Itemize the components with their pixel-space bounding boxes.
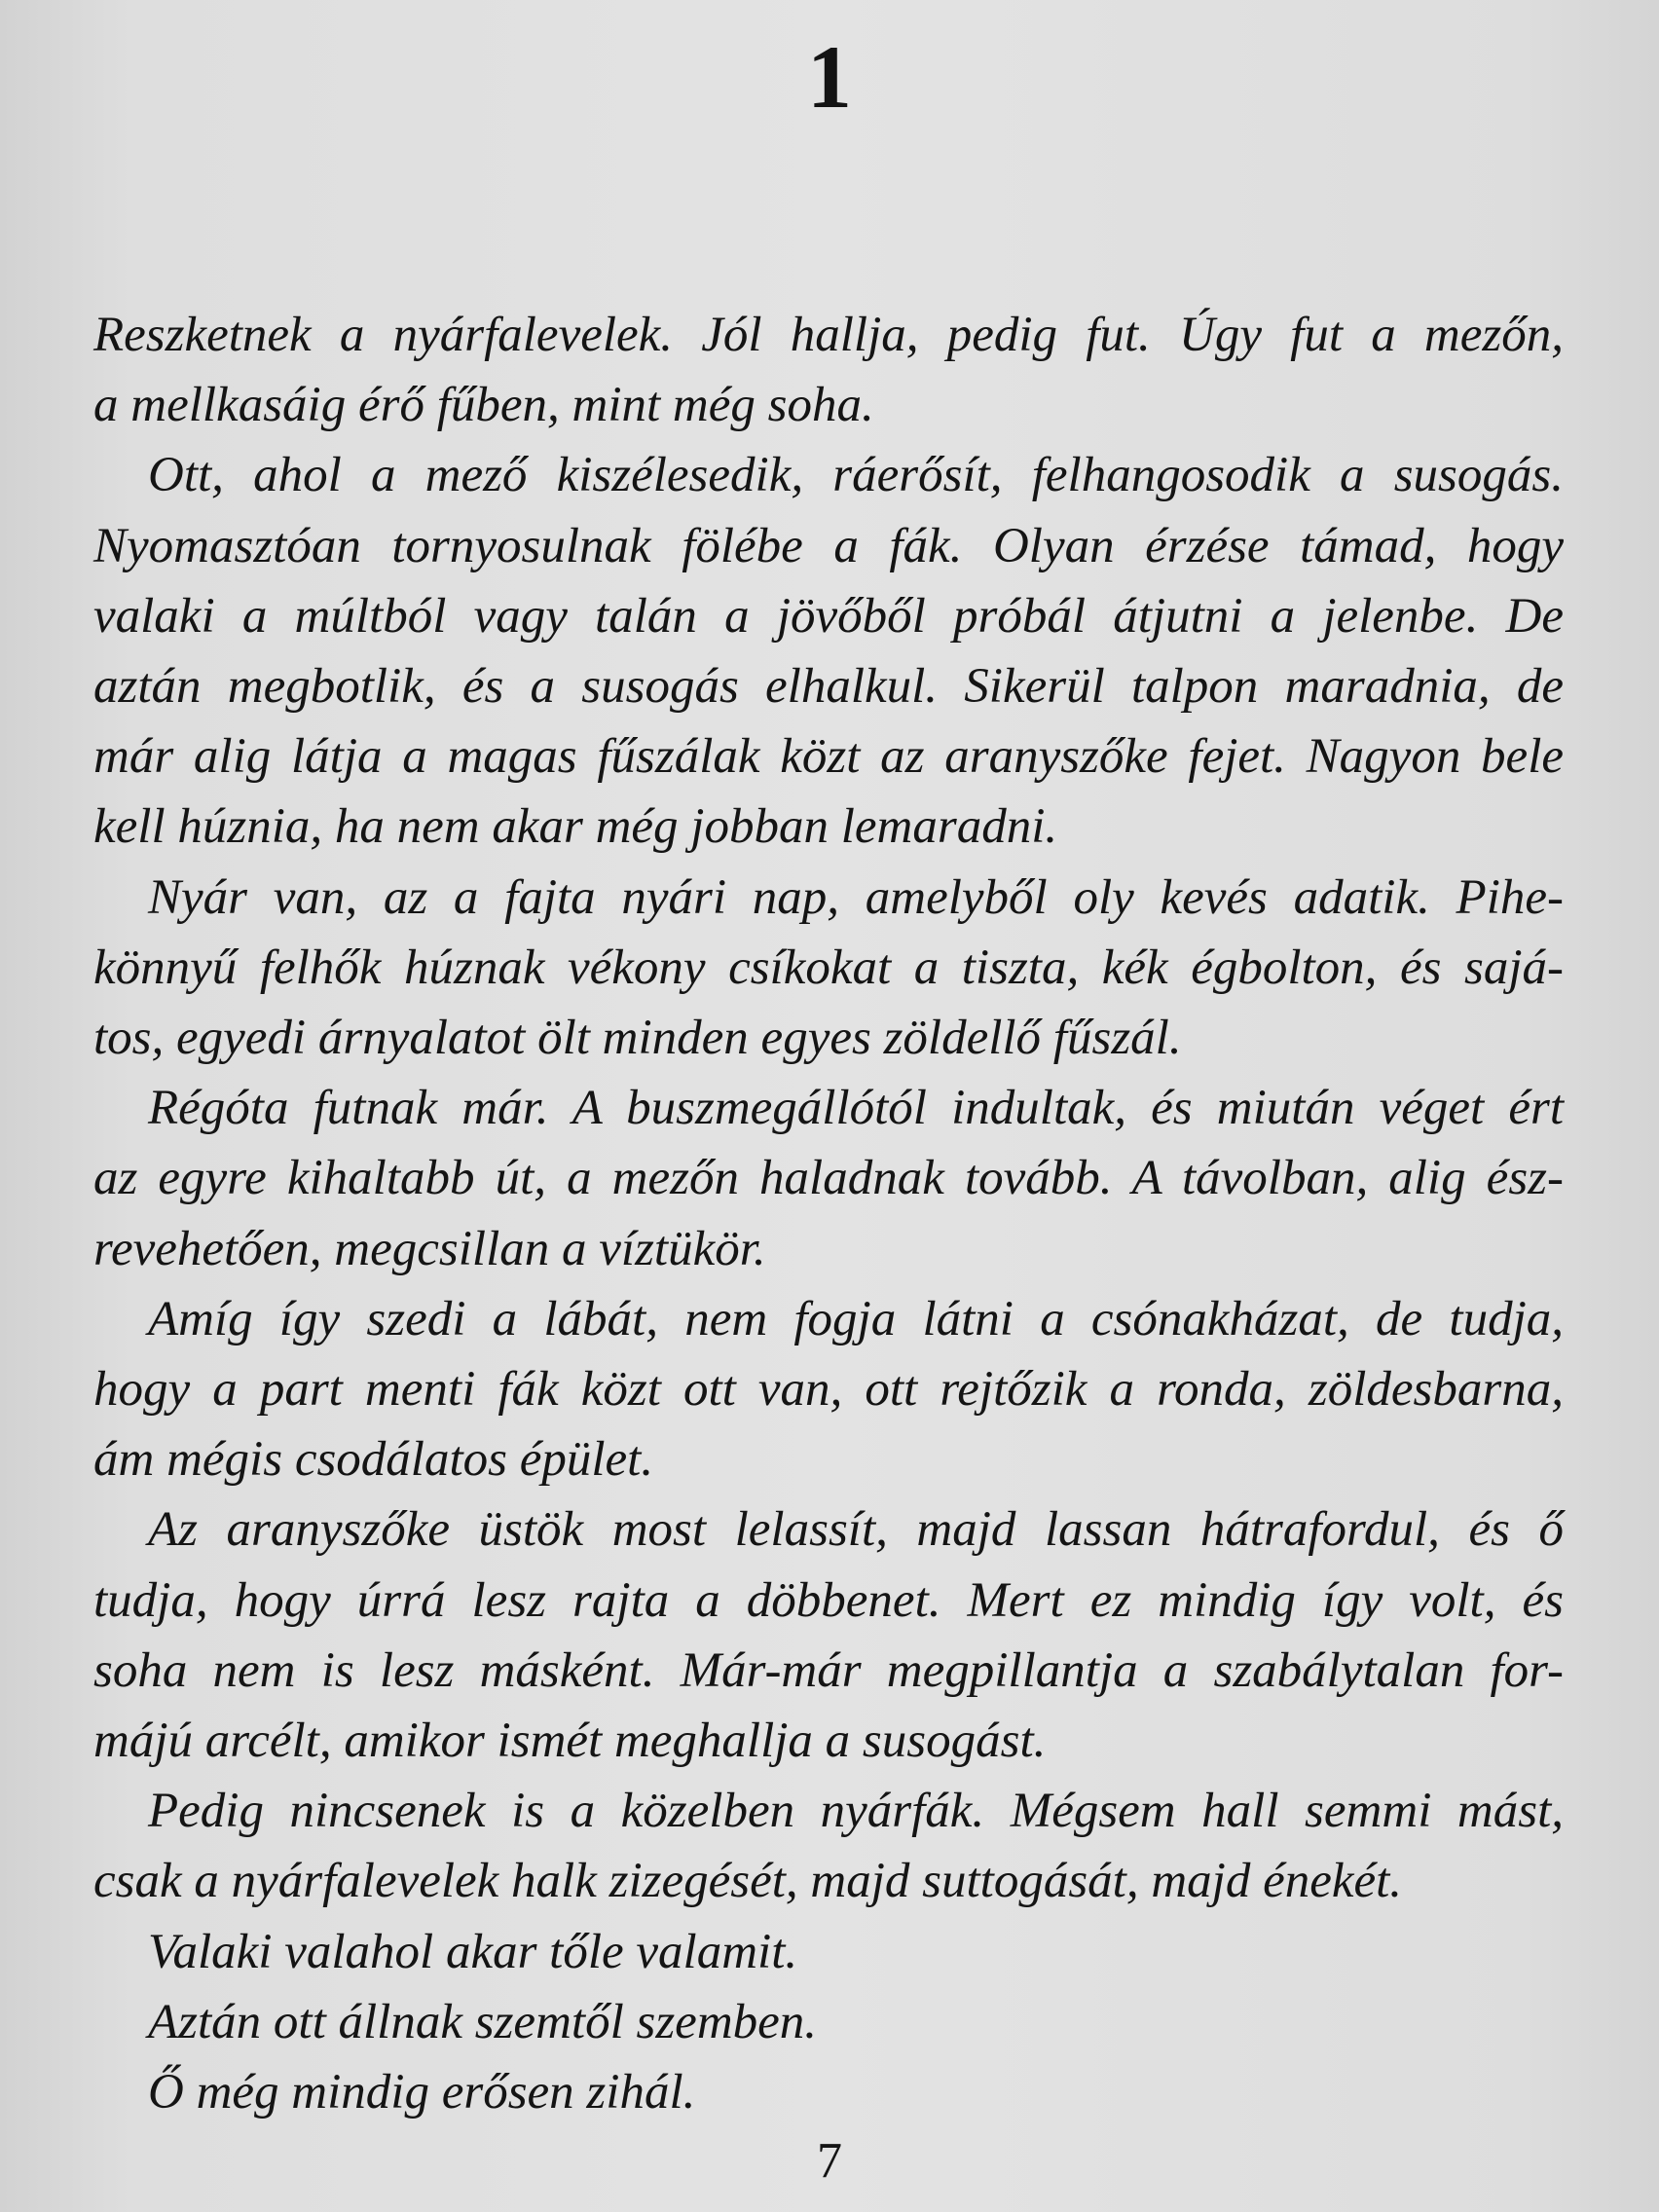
text-line: az egyre kihaltabb út, a mezőn haladnak tovább. A távolban, alig ész-	[93, 1151, 1564, 1206]
text-line: a mellkasáig érő fűben, mint még soha.	[93, 378, 874, 433]
text-line: tudja, hogy úrrá lesz rajta a döbbenet. Mert ez mindig így volt, és	[93, 1572, 1564, 1628]
text-line: valaki a múltból vagy talán a jövőből próbál átjutni a jelenbe. De	[93, 588, 1564, 644]
page-number: 7	[817, 2133, 842, 2189]
text-line: kell húznia, ha nem akar még jobban lemaradni.	[93, 799, 1058, 855]
text-line: májú arcélt, amikor ismét meghallja a susogást.	[93, 1714, 1047, 1769]
text-line: soha nem is lesz másként. Már-már megpillantja a szabálytalan for-	[93, 1642, 1564, 1698]
text-line: Régóta futnak már. A buszmegállótól indultak, és miután véget ért	[148, 1081, 1564, 1136]
text-line: Pedig nincsenek is a közelben nyárfák. Mégsem hall semmi mást,	[148, 1784, 1564, 1839]
text-line: Ott, ahol a mező kiszélesedik, ráerősít, felhangosodik a susogás.	[148, 448, 1564, 503]
text-line: csak a nyárfalevelek halk zizegését, majd suttogását, majd énekét.	[93, 1854, 1403, 1909]
text-line: Ő még mindig erősen zihál.	[148, 2065, 696, 2120]
text-line: már alig látja a magas fűszálak közt az aranyszőke fejet. Nagyon bele	[93, 729, 1564, 785]
text-line: aztán megbotlik, és a susogás elhalkul. Sikerül talpon maradnia, de	[93, 659, 1564, 715]
text-line: könnyű felhők húznak vékony csíkokat a tiszta, kék égbolton, és sajá-	[93, 940, 1564, 995]
chapter-text	[93, 300, 1564, 2127]
text-line: Reszketnek a nyárfalevelek. Jól hallja, pedig fut. Úgy fut a mezőn,	[93, 308, 1564, 362]
chapter-number: 1	[807, 27, 852, 127]
text-line: Az aranyszőke üstök most lelassít, majd lassan hátrafordul, és ő	[148, 1502, 1564, 1558]
text-line: Valaki valahol akar tőle valamit.	[148, 1924, 798, 1979]
text-line: Amíg így szedi a lábát, nem fogja látni a csónakházat, de tudja,	[148, 1291, 1564, 1346]
text-line: revehetően, megcsillan a víztükör.	[93, 1221, 766, 1276]
text-line: Nyár van, az a fajta nyári nap, amelyből oly kevés adatik. Pihe-	[148, 869, 1564, 925]
text-line: hogy a part menti fák közt ott van, ott rejtőzik a ronda, zöldesbarna,	[93, 1362, 1564, 1418]
text-line: tos, egyedi árnyalatot ölt minden egyes zöldellő fűszál.	[93, 1011, 1182, 1066]
text-line: Nyomasztóan tornyosulnak fölébe a fák. Olyan érzése támad, hogy	[93, 518, 1564, 573]
text-line: ám mégis csodálatos épület.	[93, 1432, 654, 1488]
text-line: Aztán ott állnak szemtől szemben.	[148, 1994, 818, 2049]
